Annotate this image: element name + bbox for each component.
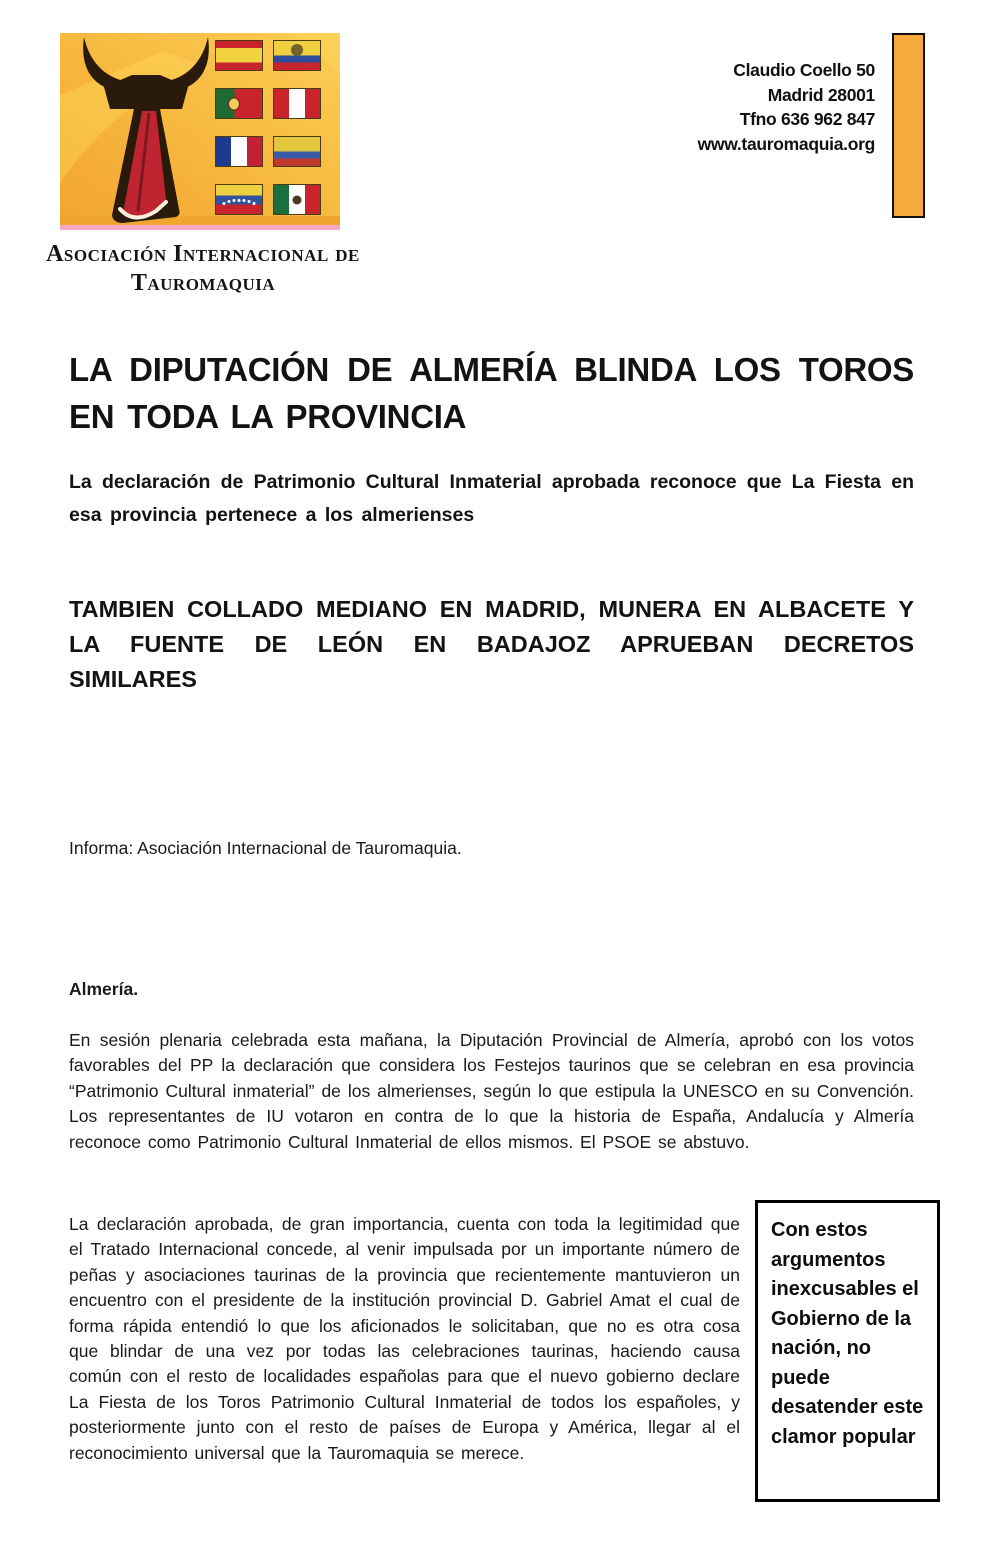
flag-spain-icon — [215, 40, 263, 71]
flag-france-icon — [215, 136, 263, 167]
body-paragraph-2: La declaración aprobada, de gran importancia, cuenta con toda la legitimidad que el Tratado Internacional concede, al venir impulsada por un importante número de peñas y asociaciones taurinas de la provincia que recientemente mantuvieron un encuentro con el presidente de la institución provincial D. Gabriel Amat el cual de forma rápida entendió lo que los aficionados le solicitaban, que no es otra cosa que blindar de una vez por todas las celebraciones taurinas, haciendo causa común con el resto de localidades españolas para que el nuevo gobierno declare La Fiesta de los Toros Patrimonio Cultural Inmaterial de todos los españoles, y posteriormente junto con el resto de países de Europa y América, llegar al el reconocimiento universal que la Tauromaquia se merece. — [69, 1214, 740, 1463]
contact-website: www.tauromaquia.org — [697, 133, 875, 154]
flag-mexico-icon — [273, 184, 321, 215]
flag-ecuador-icon — [273, 40, 321, 71]
pull-quote-box — [755, 1200, 940, 1502]
byline: Informa: Asociación Internacional de Tauromaquia. — [69, 838, 462, 858]
flag-peru-icon — [273, 88, 321, 119]
member-country-flags — [215, 40, 321, 215]
contact-address-line1: Claudio Coello 50 — [733, 60, 875, 80]
contact-address-line2: Madrid 28001 — [767, 84, 875, 105]
pull-quote-text: Con estos argumentos inexcusables el Gobierno de la nación, no puede desatender este clamor popular — [771, 1219, 924, 1448]
organization-name: Asociación Internacional de Tauromaquia — [46, 241, 360, 296]
contact-phone: Tfno 636 962 847 — [739, 109, 875, 129]
contact-info — [698, 58, 875, 156]
flag-venezuela-icon — [215, 184, 263, 215]
secondary-headline: TAMBIEN COLLADO MEDIANO EN MADRID, MUNERA EN ALBACETE Y LA FUENTE DE LEÓN EN BADAJOZ APRUEBAN DECRETOS SIMILARES — [69, 596, 914, 692]
dateline: Almería. — [69, 979, 139, 999]
flag-colombia-icon — [273, 136, 321, 167]
association-logo — [60, 33, 340, 230]
main-headline: LA DIPUTACIÓN DE ALMERÍA BLINDA LOS TOROS EN TODA LA PROVINCIA — [69, 351, 914, 435]
body-paragraph-1: En sesión plenaria celebrada esta mañana, la Diputación Provincial de Almería, aprobó con los votos favorables del PP la declaración que considera los Festejos taurinos que se celebran en esa provincia “Patrimonio Cultural inmaterial” de los almerienses, según lo que estipula la UNESCO en su Convención. Los representantes de IU votaron en contra de lo que la historia de España, Andalucía y Almería reconoce como Patrimonio Cultural Inmaterial de ellos mismos. El PSOE se abstuvo. — [69, 1030, 914, 1152]
orange-accent-bar — [892, 33, 925, 218]
subheadline: La declaración de Patrimonio Cultural Inmaterial aprobada reconoce que La Fiesta en esa provincia pertenece a los almerienses — [69, 471, 914, 526]
flag-portugal-icon — [215, 88, 263, 119]
